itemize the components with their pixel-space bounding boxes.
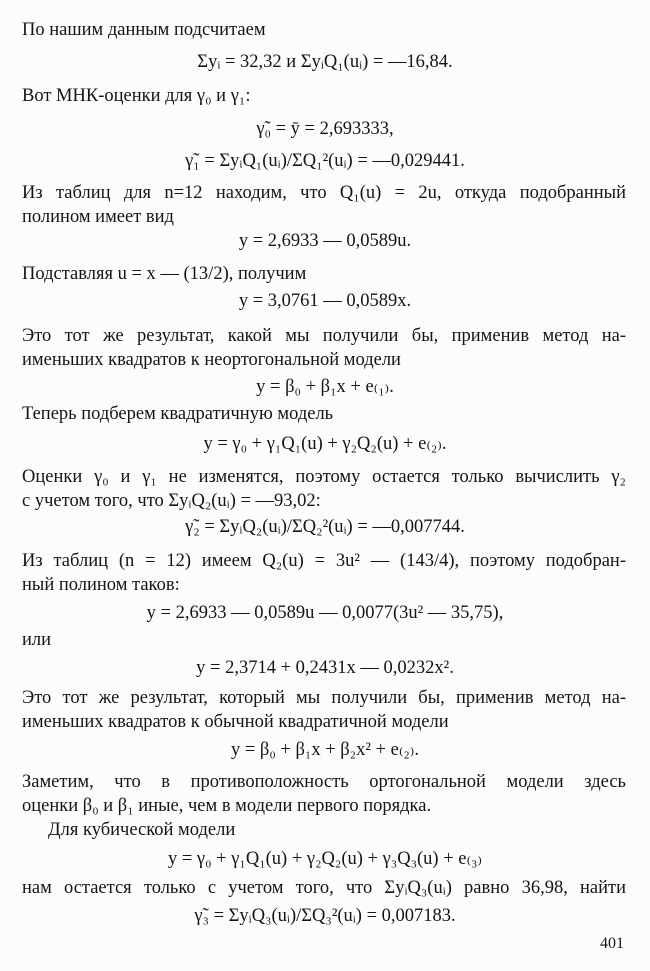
text-line: Оценки γ₀ и γ₁ не изменятся, поэтому остается только вычислить γ₂ bbox=[22, 467, 626, 487]
text-line: именьших квадратов к неортогональной модели bbox=[22, 350, 401, 370]
equation: γ̃₁ = ΣyᵢQ₁(uᵢ)/ΣQ₁²(uᵢ) = —0,029441. bbox=[185, 151, 465, 171]
text-line: Это тот же результат, какой мы получили бы, применив метод на- bbox=[22, 326, 626, 346]
equation: y = β₀ + β₁x + β₂x² + e₍₂₎. bbox=[231, 740, 419, 760]
equation: y = γ₀ + γ₁Q₁(u) + γ₂Q₂(u) + γ₃Q₃(u) + e₍₃₎ bbox=[167, 849, 483, 869]
text-line: с учетом того, что ΣyᵢQ₂(uᵢ) = —93,02: bbox=[22, 491, 321, 511]
text-line: или bbox=[22, 630, 52, 650]
text-line: Теперь подберем квадратичную модель bbox=[22, 404, 334, 424]
equation: Σyᵢ = 32,32 и ΣyᵢQ₁(uᵢ) = —16,84. bbox=[197, 52, 453, 72]
equation: y = 2,3714 + 0,2431x — 0,0232x². bbox=[196, 658, 454, 678]
equation: y = 3,0761 — 0,0589x. bbox=[238, 291, 412, 311]
text-line: нам остается только с учетом того, что ΣyᵢQ₃(uᵢ) равно 36,98, найти bbox=[22, 878, 626, 898]
equation: γ̃₀ = ȳ = 2,693333, bbox=[256, 119, 394, 139]
text-line: ный полином таков: bbox=[22, 575, 180, 595]
text-line: По нашим данным подсчитаем bbox=[22, 20, 266, 40]
equation: γ̃₂ = ΣyᵢQ₂(uᵢ)/ΣQ₂²(uᵢ) = —0,007744. bbox=[185, 517, 465, 537]
equation: y = 2,6933 — 0,0589u — 0,0077(3u² — 35,75), bbox=[146, 603, 504, 623]
text-line: Заметим, что в противоположность ортогональной модели здесь bbox=[22, 772, 626, 792]
text-line: Из таблиц (n = 12) имеем Q₂(u) = 3u² — (143/4), поэтому подобран- bbox=[22, 551, 626, 571]
equation: γ̃₃ = ΣyᵢQ₃(uᵢ)/ΣQ₃²(uᵢ) = 0,007183. bbox=[194, 906, 456, 926]
text-line: Для кубической модели bbox=[48, 820, 236, 840]
equation: y = 2,6933 — 0,0589u. bbox=[238, 231, 412, 251]
equation: y = β₀ + β₁x + e₍₁₎. bbox=[256, 377, 394, 397]
page-number: 401 bbox=[600, 935, 624, 952]
text-line: Подставляя u = x — (13/2), получим bbox=[22, 264, 307, 284]
text-line: именьших квадратов к обычной квадратичной модели bbox=[22, 712, 449, 732]
text-line: Из таблиц для n=12 находим, что Q₁(u) = 2u, откуда подобранный bbox=[22, 183, 626, 203]
text-line: полином имеет вид bbox=[22, 207, 174, 227]
equation: y = γ₀ + γ₁Q₁(u) + γ₂Q₂(u) + e₍₂₎. bbox=[203, 434, 447, 454]
text-line: Вот МНК-оценки для γ₀ и γ₁: bbox=[22, 86, 251, 106]
text-line: оценки β₀ и β₁ иные, чем в модели первого порядка. bbox=[22, 796, 432, 816]
text-line: Это тот же результат, который мы получили бы, применив метод на- bbox=[22, 688, 626, 708]
